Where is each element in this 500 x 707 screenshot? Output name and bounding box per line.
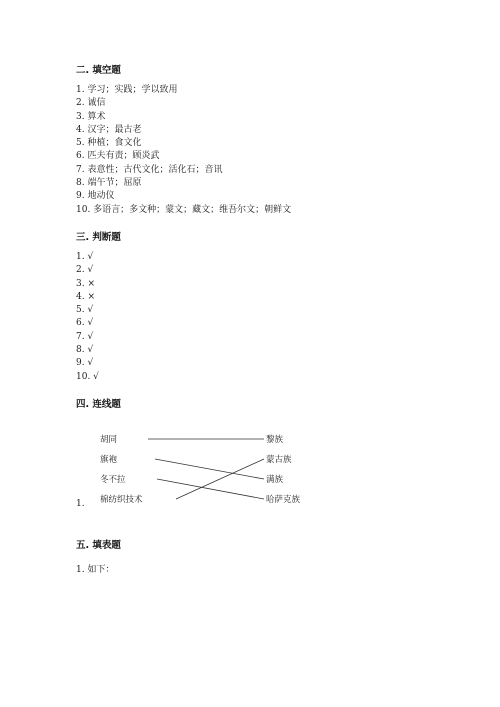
matching-left-item: 棉纺织技术: [100, 495, 143, 505]
fill-blank-item: 10. 多语言；多文种；蒙文；藏文；维吾尔文；朝鲜文: [76, 204, 292, 215]
judge-item: 1. √: [76, 252, 94, 262]
section-title-fill-blank: 二. 填空题: [76, 65, 121, 76]
judge-item: 8. √: [76, 345, 94, 356]
section-title-judge: 三. 判断题: [76, 232, 121, 243]
fill-blank-item: 3. 算术: [76, 111, 106, 122]
fill-blank-item: 4. 汉字；最古老: [76, 124, 142, 135]
fill-blank-item: 2. 诚信: [76, 98, 106, 109]
matching-lines-svg: [76, 428, 336, 518]
matching-right-item: 满族: [266, 475, 284, 485]
matching-right-item: 蒙古族: [266, 455, 292, 465]
judge-item: 2. √: [76, 265, 94, 276]
judge-item: 10. √: [76, 371, 99, 382]
fill-blank-item: 8. 端午节；屈原: [76, 178, 142, 189]
fill-blank-item: 6. 匹夫有责；顾炎武: [76, 151, 160, 162]
matching-diagram: [76, 428, 336, 518]
section-title-table: 五. 填表题: [76, 540, 121, 551]
matching-left-item: 冬不拉: [100, 475, 126, 485]
judge-item: 6. √: [76, 318, 94, 329]
matching-right-item: 黎族: [266, 435, 284, 445]
matching-number: 1.: [76, 499, 85, 509]
judge-item: 4. ×: [76, 291, 95, 302]
fill-blank-item: 9. 地动仪: [76, 191, 115, 202]
fill-blank-list: [76, 84, 291, 217]
matching-right-item: 哈萨克族: [266, 495, 301, 505]
table-answer-line: 1. 如下：: [76, 565, 115, 575]
matching-line: [157, 479, 264, 499]
judge-list: [76, 251, 99, 384]
judge-item: 5. √: [76, 305, 94, 316]
judge-item: 9. √: [76, 358, 94, 369]
fill-blank-item: 5. 种植；食文化: [76, 138, 142, 149]
fill-blank-item: 1. 学习；实践；学以致用: [76, 85, 178, 95]
matching-left-item: 旗袍: [100, 455, 118, 465]
judge-item: 7. √: [76, 331, 94, 342]
matching-line: [155, 459, 264, 479]
section-title-matching: 四. 连线题: [76, 399, 121, 410]
fill-blank-item: 7. 表意性；古代文化；活化石；音讯: [76, 164, 223, 175]
judge-item: 3. ×: [76, 278, 95, 289]
matching-left-item: 胡同: [100, 435, 118, 445]
